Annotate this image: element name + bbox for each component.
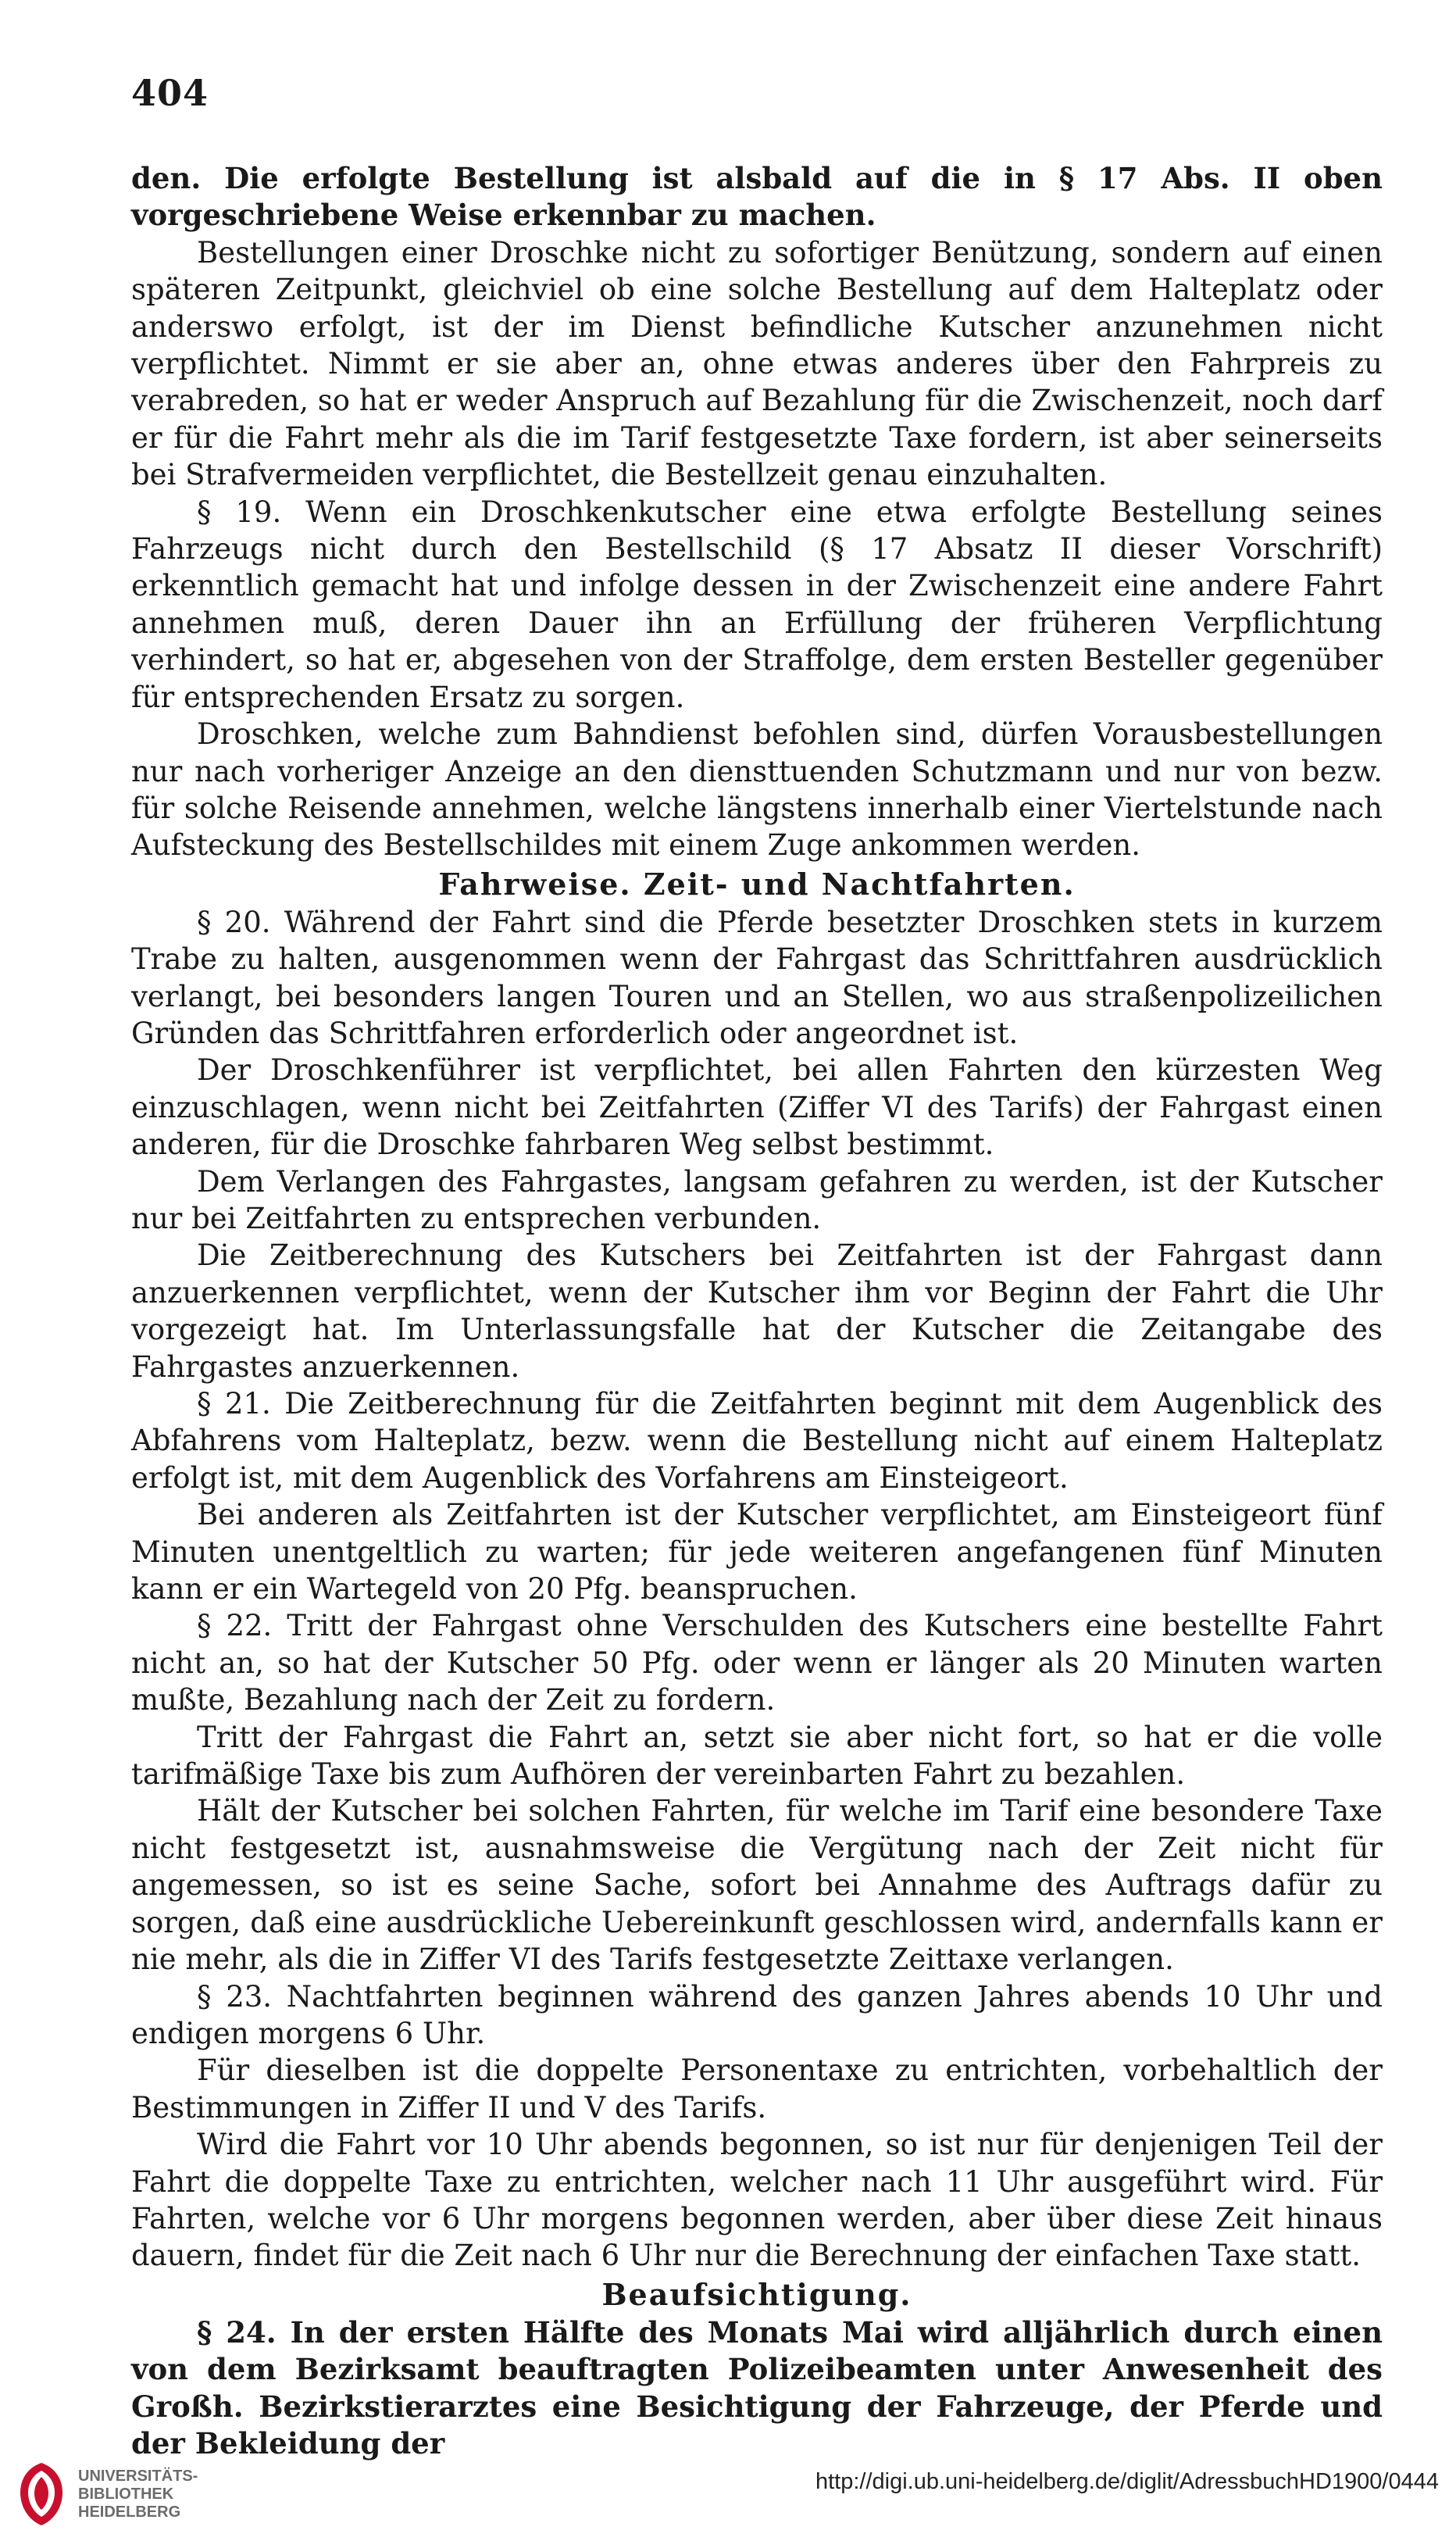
section-heading-beaufsichtigung: Beaufsichtigung.	[601, 2276, 912, 2312]
page-number: 404	[131, 72, 209, 114]
library-name-line-3: HEIDELBERG	[78, 2503, 181, 2521]
document-body	[131, 160, 1383, 2462]
paragraph-8: Dem Verlangen des Fahrgastes, langsam gefahren zu werden, ist der Kutscher nur bei Zeitfahrten zu entsprechen verbunden.	[131, 1164, 1383, 1235]
library-name-line-2: BIBLIOTHEK	[78, 2486, 174, 2503]
paragraph-2: Bestellungen einer Droschke nicht zu sofortiger Benützung, sondern auf einen späteren Zeitpunkt, gleichviel ob eine solche Bestellung auf dem Halteplatz oder anderswo erfolgt, ist der im Dienst befindliche Kutscher anzunehmen nicht verpflichtet. Nimmt er sie aber an, ohne etwas anderes über den Fahrpreis zu verabreden, so hat er weder Anspruch auf Bezahlung für die Zwischenzeit, noch darf er für die Fahrt mehr als die im Tarif festgesetzte Taxe fordern, ist aber seinerseits bei Strafvermeiden verpflichtet, die Bestellzeit genau einzuhalten.	[131, 235, 1383, 492]
paragraph-13: Tritt der Fahrgast die Fahrt an, setzt sie aber nicht fort, so hat er die volle tarifmäßige Taxe bis zum Aufhören der vereinbarten Fahrt zu bezahlen.	[131, 1720, 1383, 1792]
paragraph-9: Die Zeitberechnung des Kutschers bei Zeitfahrten ist der Fahrgast dann anzuerkennen verpflichtet, wenn der Kutscher ihm vor Beginn der Fahrt die Uhr vorgezeigt hat. Im Unterlassungsfalle hat der Kutscher die Zeitangabe des Fahrgastes anzuerkennen.	[131, 1238, 1383, 1384]
paragraph-7: Der Droschkenführer ist verpflichtet, bei allen Fahrten den kürzesten Weg einzuschlagen, wenn nicht bei Zeitfahrten (Ziffer VI des Tarifs) der Fahrgast einen anderen, für die Droschke fahrbaren Weg selbst bestimmt.	[131, 1053, 1383, 1162]
section-heading-fahrweise: Fahrweise. Zeit- und Nachtfahrten.	[438, 866, 1076, 902]
page-footer	[0, 2446, 1456, 2541]
library-name	[78, 2468, 198, 2521]
paragraph-19: § 24. In der ersten Hälfte des Monats Mai wird alljährlich durch einen von dem Bezirksamt beauftragten Polizeibeamten unter Anwesenheit des Großh. Bezirkstierarztes eine Besichtigung der Fahrzeuge, der Pferde und der Bekleidung der	[131, 2314, 1383, 2461]
paragraph-16: Für dieselben ist die doppelte Personentaxe zu entrichten, vorbehaltlich der Bestimmungen in Ziffer II und V des Tarifs.	[131, 2053, 1383, 2125]
heidelberg-university-library-logo-icon	[14, 2460, 69, 2528]
library-name-line-1: UNIVERSITÄTS-	[78, 2468, 198, 2485]
paragraph-11: Bei anderen als Zeitfahrten ist der Kutscher verpflichtet, am Einsteigeort fünf Minuten unentgeltlich zu warten; für jede weiteren angefangenen fünf Minuten kann er ein Wartegeld von 20 Pfg. beanspruchen.	[131, 1498, 1383, 1606]
paragraph-6: § 20. Während der Fahrt sind die Pferde besetzter Droschken stets in kurzem Trabe zu halten, ausgenommen wenn der Fahrgast das Schrittfahren ausdrücklich verlangt, bei besonders langen Touren und an Stellen, wo aus straßenpolizeilichen Gründen das Schrittfahren erforderlich oder angeordnet ist.	[131, 905, 1383, 1050]
paragraph-4: Droschken, welche zum Bahndienst befohlen sind, dürfen Vorausbestellungen nur nach vorheriger Anzeige an den diensttuenden Schutzmann und nur von bezw. für solche Reisende annehmen, welche längstens innerhalb einer Viertelstunde nach Aufsteckung des Bestellschildes mit einem Zuge ankommen werden.	[131, 717, 1383, 863]
paragraph-10: § 21. Die Zeitberechnung für die Zeitfahrten beginnt mit dem Augenblick des Abfahrens vom Halteplatz, bezw. wenn die Bestellung nicht auf einem Halteplatz erfolgt ist, mit dem Augenblick des Vorfahrens am Einsteigeort.	[131, 1387, 1383, 1495]
paragraph-14: Hält der Kutscher bei solchen Fahrten, für welche im Tarif eine besondere Taxe nicht festgesetzt ist, ausnahmsweise die Vergütung nach der Zeit nicht für angemessen, so ist es seine Sache, sofort bei Annahme des Auftrags dafür zu sorgen, daß eine ausdrückliche Uebereinkunft geschlossen wird, andernfalls kann er nie mehr, als die in Ziffer VI des Tarifs festgesetzte Zeittaxe verlangen.	[131, 1794, 1383, 1977]
paragraph-1: den. Die erfolgte Bestellung ist alsbald auf die in § 17 Abs. II oben vorgeschriebene Weise erkennbar zu machen.	[131, 161, 1383, 233]
paragraph-17: Wird die Fahrt vor 10 Uhr abends begonnen, so ist nur für denjenigen Teil der Fahrt die doppelte Taxe zu entrichten, welcher nach 11 Uhr ausgeführt wird. Für Fahrten, welche vor 6 Uhr morgens begonnen werden, aber über diese Zeit hinaus dauern, findet für die Zeit nach 6 Uhr nur die Berechnung der einfachen Taxe statt.	[131, 2128, 1383, 2273]
paragraph-3: § 19. Wenn ein Droschkenkutscher eine etwa erfolgte Bestellung seines Fahrzeugs nicht durch den Bestellschild (§ 17 Absatz II dieser Vorschrift) erkenntlich gemacht hat und infolge dessen in der Zwischenzeit eine andere Fahrt annehmen muß, deren Dauer ihn an Erfüllung der früheren Verpflichtung verhindert, so hat er, abgesehen von der Straffolge, dem ersten Besteller gegenüber für entsprechenden Ersatz zu sorgen.	[131, 495, 1383, 714]
source-url-link[interactable]: http://digi.ub.uni-heidelberg.de/diglit/AdressbuchHD1900/0444	[815, 2469, 1439, 2494]
paragraph-12: § 22. Tritt der Fahrgast ohne Verschulden des Kutschers eine bestellte Fahrt nicht an, so hat der Kutscher 50 Pfg. oder wenn er länger als 20 Minuten warten mußte, Bezahlung nach der Zeit zu fordern.	[131, 1609, 1383, 1717]
paragraph-15: § 23. Nachtfahrten beginnen während des ganzen Jahres abends 10 Uhr und endigen morgens 6 Uhr.	[131, 1979, 1383, 2050]
